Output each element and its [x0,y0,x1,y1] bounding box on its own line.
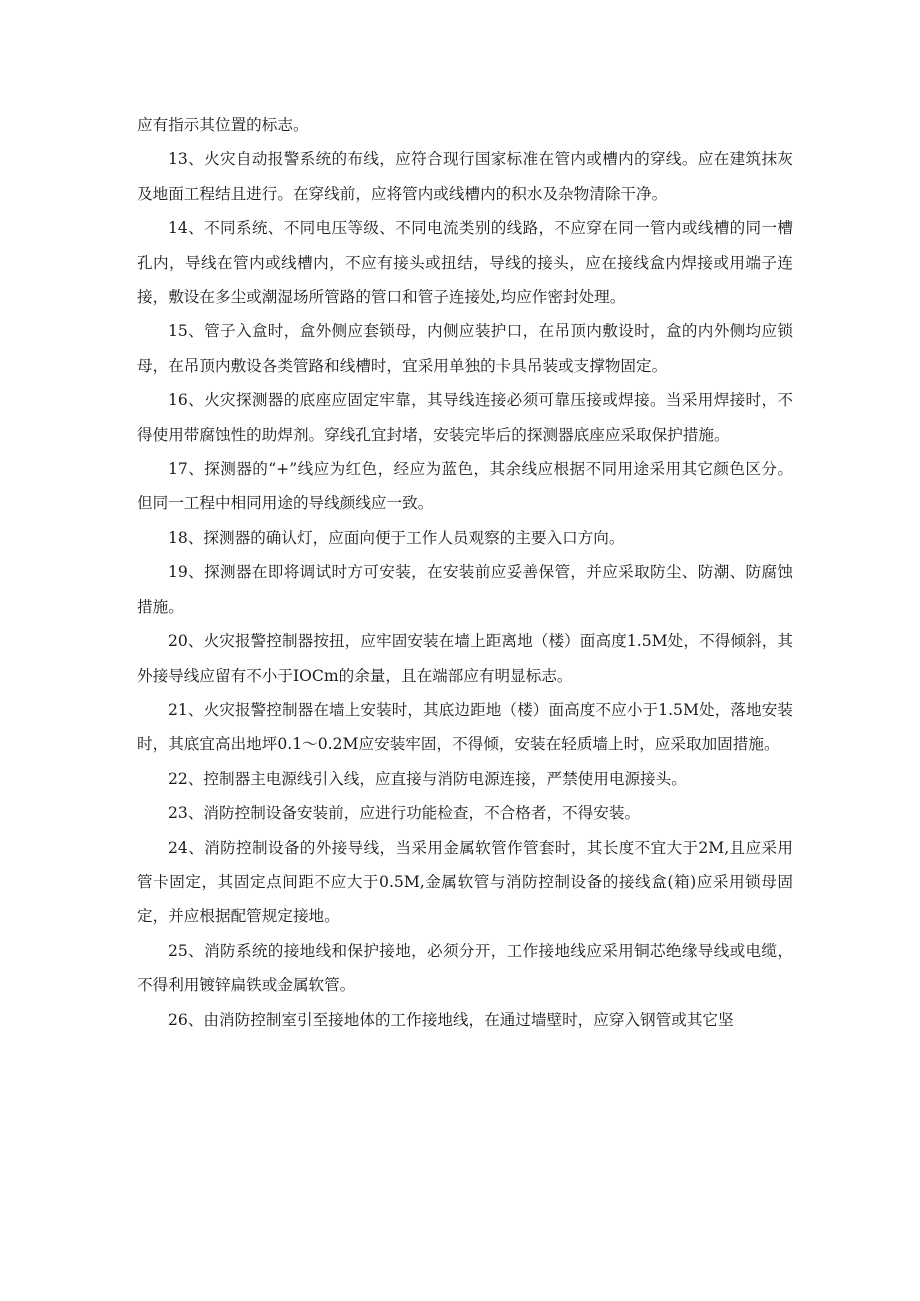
paragraph-item-23: 23、消防控制设备安装前，应进行功能检查，不合格者，不得安装。 [168,804,641,823]
paragraph-item-17: 17、探测器的“+”线应为红色，经应为蓝色，其余线应根据不同用途采用其它颜色区分。但同一工程中相同用途的导线颜线应一致。 [137,460,793,513]
paragraph-item-24: 24、消防控制设备的外接导线，当采用金属软管作管套时，其长度不宜大于2M,且应采用管卡固定，其固定点间距不应大于0.5M,金属软管与消防控制设备的接线盒(箱)应采用锁母固定，并应根据配管规定接地。 [137,838,793,926]
paragraph-item-21: 21、火灾报警控制器在墙上安装时，其底边距地（楼）面高度不应小于1.5M处，落地安装时，其底宜高出地坪0.1～0.2M应安装牢固，不得倾，安装在轻质墙上时，应采取加固措施。 [137,700,793,754]
paragraph-item-16: 16、火灾探测器的底座应固定牢靠，其导线连接必须可靠压接或焊接。当采用焊接时，不得使用带腐蚀性的助焊剂。穿线孔宜封堵，安装完毕后的探测器底座应采取保护措施。 [137,391,793,444]
paragraph-item-26: 26、由消防控制室引至接地体的工作接地线，在通过墙壁时，应穿入钢管或其它坚 [168,1010,734,1029]
paragraph-item-13: 13、火灾自动报警系统的布线，应符合现行国家标准在管内或槽内的穿线。应在建筑抹灰及地面工程结且进行。在穿线前，应将管内或线槽内的积水及杂物清除干净。 [137,150,793,203]
document-page [137,108,793,1037]
paragraph-item-22: 22、控制器主电源线引入线，应直接与消防电源连接，严禁使用电源接头。 [168,769,687,788]
paragraph-item-19: 19、探测器在即将调试时方可安装，在安装前应妥善保管，并应采取防尘、防潮、防腐蚀措施。 [137,563,793,616]
paragraph-item-25: 25、消防系统的接地线和保护接地，必须分开，工作接地线应采用铜芯绝缘导线或电缆，不得利用镀锌扁铁或金属软管。 [137,941,793,995]
paragraph-item-15: 15、管子入盒时，盒外侧应套锁母，内侧应装护口，在吊顶内敷设时，盒的内外侧均应锁母，在吊顶内敷设各类管路和线槽时，宜采用单独的卡具吊装或支撑物固定。 [137,322,793,375]
paragraph-item-18: 18、探测器的确认灯，应面向便于工作人员观察的主要入口方向。 [168,528,625,547]
paragraph-item-14: 14、不同系统、不同电压等级、不同电流类别的线路，不应穿在同一管内或线槽的同一槽孔内，导线在管内或线槽内，不应有接头或扭结，导线的接头，应在接线盒内焊接或用端子连接，敷设在多尘或潮湿场所管路的管口和管子连接处,均应作密封处理。 [137,219,793,307]
paragraph-continuation: 应有指示其位置的标志。 [137,116,309,134]
paragraph-item-20: 20、火灾报警控制器按扭，应牢固安装在墙上距离地（楼）面高度1.5M处，不得倾斜，其外接导线应留有不小于IOCm的余量，且在端部应有明显标志。 [137,632,793,685]
